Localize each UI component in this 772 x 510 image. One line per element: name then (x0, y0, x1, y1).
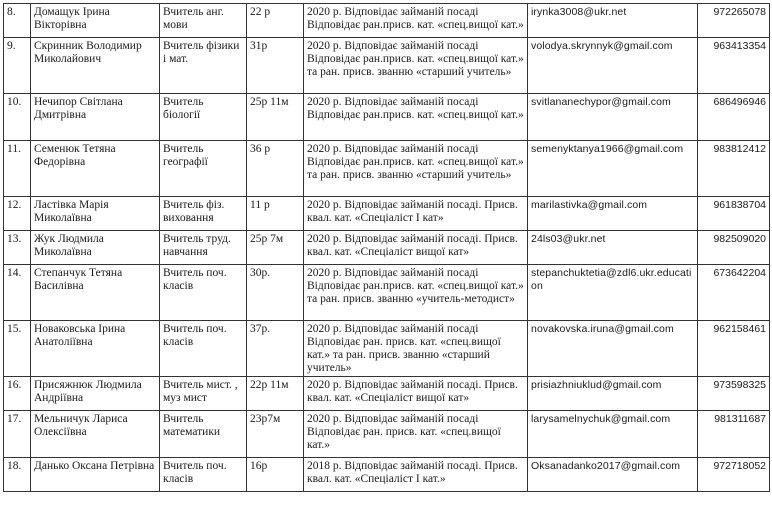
teacher-experience: 30р. (247, 265, 304, 321)
teacher-name: Нечипор Світлана Дмитрівна (31, 94, 160, 141)
teacher-phone: 686496946 (698, 94, 770, 141)
teacher-position: Вчитель географії (160, 141, 247, 197)
teacher-email: irynka3008@ukr.net (528, 4, 698, 38)
teacher-category: 2020 р. Відповідає займаній посаді Відповідає ран.присв. кат. «спец.вищої кат.» (304, 94, 528, 141)
teacher-phone: 983812412 (698, 141, 770, 197)
teacher-email: larysamelnychuk@gmail.com (528, 411, 698, 458)
row-number: 15. (4, 321, 31, 377)
teacher-category: 2020 р. Відповідає займаній посаді. Присв. квал. кат. «Спеціаліст І кат» (304, 197, 528, 231)
table-row (4, 141, 770, 197)
teacher-phone: 962158461 (698, 321, 770, 377)
teacher-email: volodya.skrynnyk@gmail.com (528, 38, 698, 94)
row-number: 14. (4, 265, 31, 321)
staff-table (3, 3, 770, 492)
teacher-name: Мельничук Лариса Олексіївна (31, 411, 160, 458)
row-number: 17. (4, 411, 31, 458)
teacher-name: Данько Оксана Петрівна (31, 458, 160, 492)
teacher-position: Вчитель поч. класів (160, 265, 247, 321)
teacher-phone: 981311687 (698, 411, 770, 458)
table-row (4, 265, 770, 321)
teacher-email: stepanchuktetia@zdl6.ukr.education (528, 265, 698, 321)
teacher-position: Вчитель фізики і мат. (160, 38, 247, 94)
teacher-category: 2020 р. Відповідає займаній посаді. Присв. квал. кат. «Спеціаліст вищої кат» (304, 231, 528, 265)
row-number: 9. (4, 38, 31, 94)
row-number: 13. (4, 231, 31, 265)
table-row (4, 411, 770, 458)
teacher-email: svitlananechypor@gmail.com (528, 94, 698, 141)
teacher-experience: 11 р (247, 197, 304, 231)
teacher-phone: 972265078 (698, 4, 770, 38)
table-row (4, 94, 770, 141)
teacher-name: Новаковська Ірина Анатоліївна (31, 321, 160, 377)
teacher-experience: 25р 7м (247, 231, 304, 265)
teacher-position: Вчитель анг. мови (160, 4, 247, 38)
teacher-category: 2020 р. Відповідає займаній посаді Відповідає ран. присв. кат. «спец.вищої кат.» та ран. присв. званню «старший учитель» (304, 321, 528, 377)
teacher-category: 2020 р. Відповідає займаній посаді. Присв. квал. кат. «Спеціаліст вищої кат» (304, 377, 528, 411)
teacher-email: prisiazhniuklud@gmail.com (528, 377, 698, 411)
teacher-category: 2020 р. Відповідає займаній посаді Відповідає ран.присв. кат. «спец.вищої кат.» та ран. присв. званню «старший учитель» (304, 38, 528, 94)
table-row (4, 231, 770, 265)
teacher-email: novakovska.iruna@gmail.com (528, 321, 698, 377)
teacher-name: Степанчук Тетяна Василівна (31, 265, 160, 321)
teacher-name: Жук Людмила Миколаївна (31, 231, 160, 265)
teacher-experience: 23р7м (247, 411, 304, 458)
teacher-category: 2020 р. Відповідає займаній посаді Відповідає ран.присв. кат. «спец.вищої кат.» (304, 4, 528, 38)
teacher-category: 2018 р. Відповідає займаній посаді. Присв. квал. кат. «Спеціаліст І кат.» (304, 458, 528, 492)
row-number: 11. (4, 141, 31, 197)
row-number: 10. (4, 94, 31, 141)
teacher-position: Вчитель поч. класів (160, 458, 247, 492)
teacher-name: Скринник Володимир Миколайович (31, 38, 160, 94)
table-row (4, 377, 770, 411)
teacher-position: Вчитель фіз. виховання (160, 197, 247, 231)
teacher-position: Вчитель біології (160, 94, 247, 141)
teacher-email: 24ls03@ukr.net (528, 231, 698, 265)
teacher-email: semenyktanya1966@gmail.com (528, 141, 698, 197)
teacher-experience: 25р 11м (247, 94, 304, 141)
row-number: 12. (4, 197, 31, 231)
teacher-position: Вчитель мист. , муз мист (160, 377, 247, 411)
teacher-phone: 673642204 (698, 265, 770, 321)
table-row (4, 321, 770, 377)
teacher-experience: 31р (247, 38, 304, 94)
teacher-experience: 37р. (247, 321, 304, 377)
teacher-phone: 963413354 (698, 38, 770, 94)
table-row (4, 197, 770, 231)
teacher-phone: 982509020 (698, 231, 770, 265)
teacher-experience: 36 р (247, 141, 304, 197)
teacher-position: Вчитель труд. навчання (160, 231, 247, 265)
teacher-category: 2020 р. Відповідає займаній посаді Відповідає ран. присв. кат. «спец.вищої кат.» (304, 411, 528, 458)
teacher-experience: 22 р (247, 4, 304, 38)
table-row (4, 458, 770, 492)
teacher-position: Вчитель поч. класів (160, 321, 247, 377)
teacher-phone: 973598325 (698, 377, 770, 411)
teacher-category: 2020 р. Відповідає займаній посаді Відповідає ран.присв. кат. «спец.вищої кат.» та ран. присв. званню «учитель-методист» (304, 265, 528, 321)
teacher-experience: 16р (247, 458, 304, 492)
teacher-phone: 972718052 (698, 458, 770, 492)
teacher-name: Домащук Ірина Вікторівна (31, 4, 160, 38)
row-number: 16. (4, 377, 31, 411)
teacher-name: Ластівка Марія Миколаївна (31, 197, 160, 231)
row-number: 18. (4, 458, 31, 492)
teacher-email: Oksanadanko2017@gmail.com (528, 458, 698, 492)
teacher-name: Присяжнюк Людмила Андріївна (31, 377, 160, 411)
table-row (4, 38, 770, 94)
teacher-phone: 961838704 (698, 197, 770, 231)
table-row (4, 4, 770, 38)
teacher-position: Вчитель математики (160, 411, 247, 458)
teacher-name: Семенюк Тетяна Федорівна (31, 141, 160, 197)
teacher-email: marilastivka@gmail.com (528, 197, 698, 231)
teacher-category: 2020 р. Відповідає займаній посаді Відповідає ран.присв. кат. «спец.вищої кат.» та ран. присв. званню «старший учитель» (304, 141, 528, 197)
row-number: 8. (4, 4, 31, 38)
teacher-experience: 22р 11м (247, 377, 304, 411)
